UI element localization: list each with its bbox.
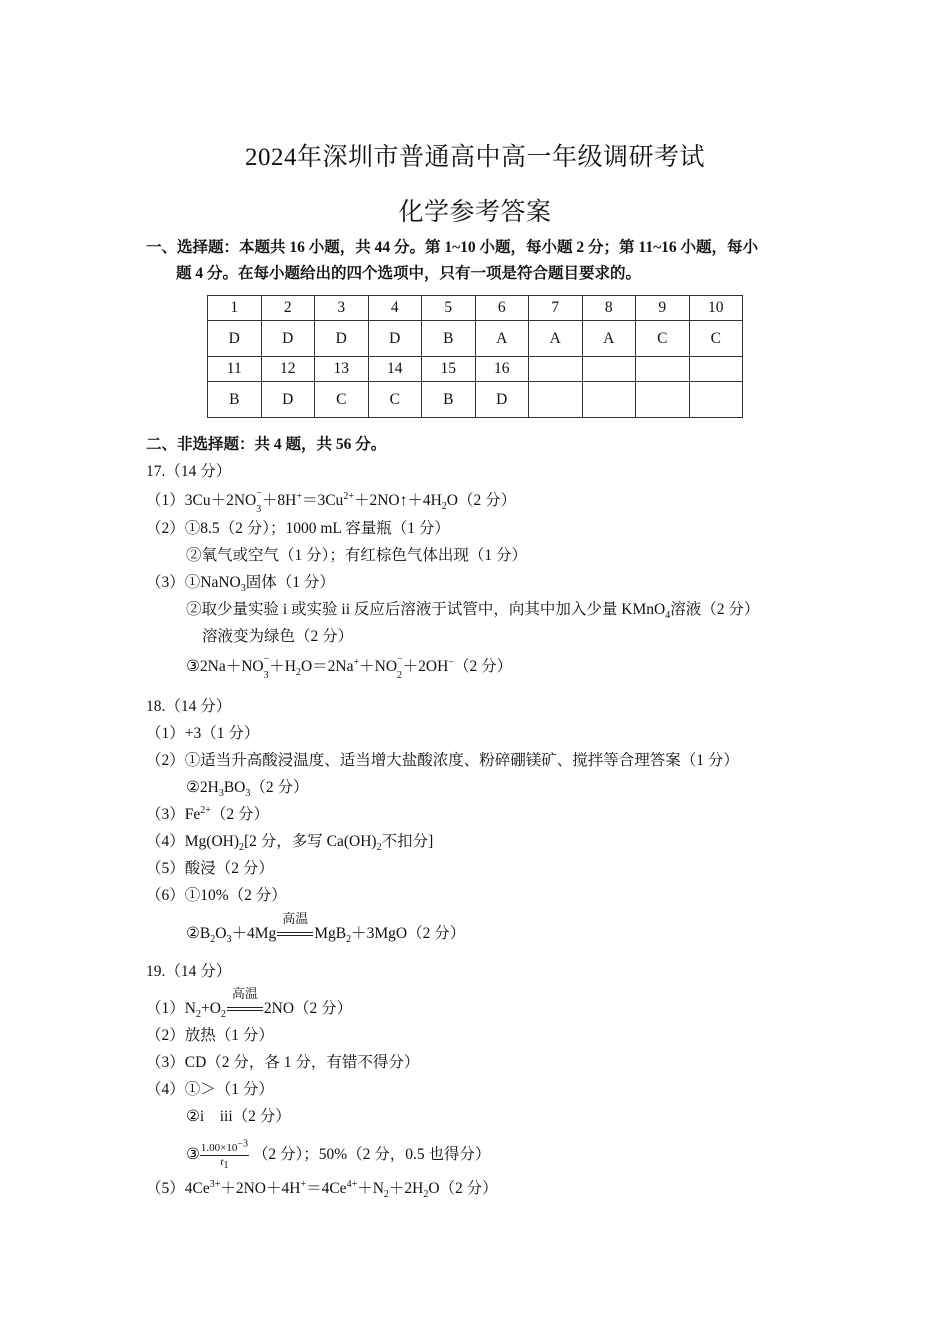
- q18-part1: （1）+3（1 分）: [146, 725, 260, 742]
- q18-part6b: [186, 911, 466, 946]
- condition-label: 高温: [231, 986, 258, 1001]
- q19-part2: （2）放热（1 分）: [146, 1027, 274, 1044]
- question-number: 11: [208, 357, 262, 382]
- subscript: 2: [376, 842, 382, 854]
- text: ＋8H: [261, 492, 297, 509]
- question-number: 14: [368, 357, 422, 382]
- answer-letter: D: [368, 321, 422, 357]
- text: （2 分）: [250, 779, 309, 796]
- charge: +: [300, 1178, 307, 1190]
- subscript: 2: [195, 1009, 201, 1021]
- text: ＋4Mg: [231, 925, 277, 942]
- question-number: 1: [208, 296, 262, 321]
- text: ＋N: [357, 1180, 384, 1197]
- answer-letter: A: [582, 321, 636, 357]
- subscript: 3: [226, 934, 232, 946]
- question-number: 4: [368, 296, 422, 321]
- q17-part3d: [186, 653, 513, 681]
- subscript: 1: [223, 1160, 229, 1172]
- subscript: 2: [295, 667, 301, 679]
- answer-row-letters-2: [208, 382, 743, 418]
- question-number: 2: [261, 296, 315, 321]
- charge: 3+: [209, 1178, 221, 1190]
- text: 1.00×10: [200, 1142, 238, 1154]
- question-number: 5: [422, 296, 476, 321]
- answer-letter: A: [475, 321, 529, 357]
- question-number: 9: [636, 296, 690, 321]
- page-subtitle: 化学参考答案: [398, 199, 552, 226]
- q18-part6a: （6）①10%（2 分）: [146, 887, 287, 904]
- charge: +: [353, 656, 360, 668]
- subscript: 2: [346, 934, 352, 946]
- text: ③2Na＋NO: [186, 658, 264, 675]
- subscript: 3: [256, 504, 262, 515]
- charge: 2+: [200, 804, 211, 816]
- charge: −: [448, 656, 454, 668]
- charge: −: [397, 653, 403, 665]
- text: ③: [186, 1146, 200, 1164]
- empty-cell: [529, 357, 583, 382]
- text: （2 分）；50%（2 分，0.5 也得分）: [252, 1146, 491, 1164]
- answer-letter: B: [422, 321, 476, 357]
- text: （3）Fe: [146, 806, 201, 823]
- answer-row-numbers-1: [208, 296, 743, 321]
- question-number: 16: [475, 357, 529, 382]
- text: ＋2NO＋4H: [220, 1180, 301, 1197]
- text: ＝4Ce: [306, 1180, 347, 1197]
- text: ＋3MgO（2 分）: [351, 925, 466, 942]
- subscript: 3: [263, 670, 269, 681]
- reaction-condition: [276, 911, 314, 944]
- text: ＋2H: [388, 1180, 424, 1197]
- answer-letter: C: [315, 382, 369, 418]
- text: （1）3Cu＋2NO: [146, 492, 257, 509]
- empty-cell: [582, 382, 636, 418]
- empty-cell: [689, 357, 743, 382]
- answer-letter: D: [315, 321, 369, 357]
- text: ＝3Cu: [301, 492, 344, 509]
- subscript: 2: [383, 1189, 389, 1201]
- answer-letter: D: [261, 382, 315, 418]
- question-number: 12: [261, 357, 315, 382]
- text: [2 分，多写 Ca(OH): [244, 833, 377, 850]
- text: O（2 分）: [446, 492, 517, 509]
- text: O: [215, 925, 227, 942]
- charge: −: [263, 653, 270, 665]
- empty-cell: [636, 357, 690, 382]
- exponent: −3: [237, 1138, 249, 1150]
- subscript: 4: [665, 610, 671, 622]
- q17-part3a: [146, 573, 335, 593]
- subscript: 2: [441, 501, 447, 513]
- answer-table: [207, 295, 743, 418]
- answer-letter: D: [475, 382, 529, 418]
- section2-heading: 二、非选择题：共 4 题，共 56 分。: [146, 436, 387, 453]
- q17-part2a: （2）①8.5（2 分）；1000 mL 容量瓶（1 分）: [146, 520, 450, 537]
- question-number: 8: [582, 296, 636, 321]
- question-number: 6: [475, 296, 529, 321]
- answer-letter: A: [529, 321, 583, 357]
- page-title: 2024年深圳市普通高中高一年级调研考试: [244, 144, 705, 171]
- q19-part3: （3）CD（2 分，各 1 分，有错不得分）: [146, 1054, 420, 1071]
- q17-heading: 17.（14 分）: [146, 463, 232, 480]
- empty-cell: [689, 382, 743, 418]
- equals-sign: [277, 932, 313, 936]
- q19-part4c: [186, 1138, 491, 1172]
- q17-part3c: 溶液变为绿色（2 分）: [202, 628, 354, 645]
- condition-label: 高温: [282, 911, 309, 926]
- q19-part1: [146, 986, 353, 1021]
- answer-letter: C: [689, 321, 743, 357]
- answer-letter: B: [422, 382, 476, 418]
- text: （5）4Ce: [146, 1180, 210, 1197]
- subscript: 3: [240, 583, 246, 595]
- text: ②2H: [186, 779, 219, 796]
- answer-letter: C: [636, 321, 690, 357]
- answer-letter: D: [261, 321, 315, 357]
- q17-part2b: ②氧气或空气（1 分）；有红棕色气体出现（1 分）: [186, 547, 528, 564]
- text: （3）①NaNO: [146, 574, 241, 591]
- q19-part5: [146, 1179, 498, 1199]
- text: O（2 分）: [428, 1180, 498, 1197]
- question-number: 10: [689, 296, 743, 321]
- answer-row-numbers-2: [208, 357, 743, 382]
- answer-letter: D: [208, 321, 262, 357]
- text: MgB: [314, 925, 347, 942]
- charge: 4+: [346, 1178, 358, 1190]
- q18-part2a: （2）①适当升高酸浸温度、适当增大盐酸浓度、粉碎硼镁矿、搅拌等合理答案（1 分）: [146, 752, 739, 769]
- q19-part4b: ②i iii（2 分）: [186, 1108, 291, 1125]
- q18-part3: [146, 805, 269, 825]
- subscript: 3: [245, 788, 251, 800]
- q18-part4: [146, 832, 433, 852]
- q18-heading: 18.（14 分）: [146, 698, 232, 715]
- q18-part5: （5）酸浸（2 分）: [146, 860, 274, 877]
- text: ＋H: [269, 658, 296, 675]
- text: ＋NO: [359, 658, 398, 675]
- subscript: 2: [239, 842, 244, 854]
- text: +O: [200, 1000, 221, 1017]
- text: （4）Mg(OH): [146, 833, 239, 850]
- question-number: 3: [315, 296, 369, 321]
- text: O＝2Na: [300, 658, 354, 675]
- charge: −: [256, 487, 262, 499]
- fraction-numerator: [200, 1138, 249, 1156]
- section1-line2: 题 4 分。在每小题给出的四个选项中，只有一项是符合题目要求的。: [176, 265, 642, 282]
- text: 固体（1 分）: [245, 574, 335, 591]
- text: ②取少量实验 i 或实验 ii 反应后溶液于试管中，向其中加入少量 KMnO: [186, 601, 666, 618]
- question-number: 7: [529, 296, 583, 321]
- subscript: 2: [210, 934, 216, 946]
- subscript: 3: [218, 788, 224, 800]
- answer-letter: B: [208, 382, 262, 418]
- q17-part3b: [186, 600, 759, 620]
- question-number: 13: [315, 357, 369, 382]
- subscript: 2: [423, 1189, 429, 1201]
- text: BO: [223, 779, 246, 796]
- fraction: [200, 1138, 249, 1172]
- empty-cell: [636, 382, 690, 418]
- text: ②B: [186, 925, 211, 942]
- empty-cell: [582, 357, 636, 382]
- charge: 2+: [343, 490, 354, 502]
- text: 溶液（2 分）: [670, 601, 760, 618]
- reaction-condition: [226, 986, 264, 1019]
- q17-part1: [146, 487, 517, 515]
- subscript: 2: [220, 1009, 226, 1021]
- text: （2 分）: [453, 658, 513, 675]
- text: t: [220, 1156, 224, 1168]
- text: 2NO（2 分）: [263, 1000, 353, 1017]
- q19-part4a: （4）①＞（1 分）: [146, 1081, 274, 1098]
- empty-cell: [529, 382, 583, 418]
- text: （2 分）: [210, 806, 270, 823]
- q19-heading: 19.（14 分）: [146, 963, 232, 980]
- text: （1）N: [146, 1000, 196, 1017]
- question-number: 15: [422, 357, 476, 382]
- equals-sign: [227, 1007, 263, 1011]
- text: ＋2OH: [402, 658, 449, 675]
- subscript: 2: [397, 670, 403, 681]
- fraction-denominator: [200, 1156, 249, 1172]
- section1-line1: 一、选择题：本题共 16 小题，共 44 分。第 1~10 小题，每小题 2 分；第 11~16 小题，每小: [146, 239, 759, 256]
- text: 不扣分]: [381, 833, 434, 850]
- q18-part2b: [186, 778, 309, 798]
- charge: +: [296, 490, 302, 502]
- answer-letter: C: [368, 382, 422, 418]
- text: ＋2NO↑＋4H: [353, 492, 442, 509]
- answer-row-letters-1: [208, 321, 743, 357]
